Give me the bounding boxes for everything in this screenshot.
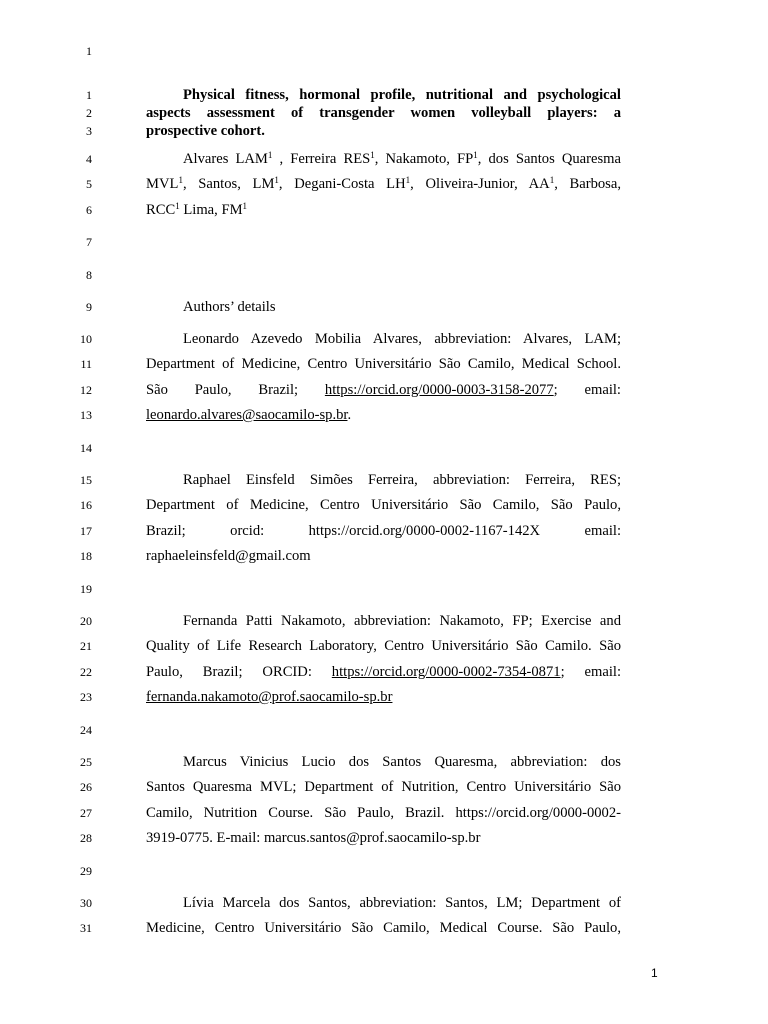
author-detail-line: Raphael Einsfeld Simões Ferreira, abbreviation: Ferreira, RES; (183, 472, 621, 488)
author-line (146, 150, 621, 168)
text-segment: . (347, 407, 352, 423)
line-number: 8 (86, 268, 92, 282)
line-number: 9 (86, 300, 92, 314)
line-number: 22 (80, 665, 92, 679)
line-number: 14 (80, 441, 92, 455)
affiliation-mark: 1 (549, 175, 555, 185)
line-number: 11 (80, 357, 92, 371)
author-name: , Ferreira RES (272, 151, 371, 167)
author-name: MVL (146, 176, 179, 192)
author-name: , dos Santos Quaresma (477, 151, 621, 167)
author-detail-line: Medicine, Centro Universitário São Camilo, Medical Course. São Paulo, (146, 920, 621, 936)
line-number: 16 (80, 498, 92, 512)
line-number: 31 (80, 921, 92, 935)
line-number: 3 (86, 124, 92, 138)
title-line: aspects assessment of transgender women volleyball players: a (146, 105, 621, 121)
line-number: 15 (80, 473, 92, 487)
author-detail-line: Camilo, Nutrition Course. São Paulo, Brazil. https://orcid.org/0000-0002- (146, 805, 621, 821)
author-line (146, 201, 621, 219)
affiliation-mark: 1 (178, 175, 183, 185)
orcid-link[interactable]: https://orcid.org/0000-0002-7354-0871 (331, 664, 561, 680)
line-number: 6 (86, 203, 92, 217)
line-number: 25 (80, 755, 92, 769)
line-number: 7 (86, 235, 92, 249)
text-segment: Paulo, Brazil; ORCID: (146, 664, 332, 680)
author-name: , Barbosa, (554, 176, 621, 192)
author-detail-line (146, 688, 621, 706)
affiliation-mark: 1 (175, 201, 180, 211)
line-number: 21 (80, 639, 92, 653)
affiliation-mark: 1 (267, 150, 273, 160)
top-line-number: 1 (86, 44, 92, 58)
affiliation-mark: 1 (473, 150, 478, 160)
author-detail-line (146, 663, 621, 681)
line-number: 18 (80, 549, 92, 563)
line-number: 10 (80, 332, 92, 346)
author-detail-line: Department of Medicine, Centro Universitário São Camilo, Medical School. (146, 356, 621, 372)
title-line: Physical fitness, hormonal profile, nutritional and psychological (183, 87, 621, 103)
line-number: 28 (80, 831, 92, 845)
line-number: 30 (80, 896, 92, 910)
line-number: 19 (80, 582, 92, 596)
affiliation-mark: 1 (242, 201, 248, 211)
line-number: 1 (86, 88, 92, 102)
line-number: 12 (80, 383, 92, 397)
email-link[interactable]: fernanda.nakamoto@prof.saocamilo-sp.br (146, 689, 393, 705)
author-detail-line: Lívia Marcela dos Santos, abbreviation: Santos, LM; Department of (183, 895, 621, 911)
author-name: , Nakamoto, FP (374, 151, 474, 167)
author-name: Alvares LAM (183, 151, 268, 167)
line-number: 4 (86, 152, 92, 166)
author-detail-line (146, 381, 621, 399)
author-detail-line: 3919-0775. E-mail: marcus.santos@prof.saocamilo-sp.br (146, 830, 481, 846)
text-segment: ; email: (553, 382, 621, 398)
affiliation-mark: 1 (370, 150, 375, 160)
line-number: 29 (80, 864, 92, 878)
line-number: 2 (86, 106, 92, 120)
author-detail-line: Fernanda Patti Nakamoto, abbreviation: Nakamoto, FP; Exercise and (183, 613, 621, 629)
title-line: prospective cohort. (146, 123, 265, 139)
author-detail-line: Leonardo Azevedo Mobilia Alvares, abbreviation: Alvares, LAM; (183, 331, 621, 347)
author-name: , Santos, LM (182, 176, 275, 192)
author-line (146, 175, 621, 193)
author-name: , Oliveira-Junior, AA (410, 176, 550, 192)
section-heading: Authors’ details (183, 299, 276, 315)
affiliation-mark: 1 (405, 175, 411, 185)
line-number: 23 (80, 690, 92, 704)
text-segment: ; email: (560, 664, 621, 680)
line-number: 13 (80, 408, 92, 422)
author-detail-line (146, 406, 621, 424)
line-number: 27 (80, 806, 92, 820)
line-number: 26 (80, 780, 92, 794)
author-name: , Degani-Costa LH (278, 176, 406, 192)
page-number: 1 (651, 966, 658, 980)
author-name: RCC (146, 202, 176, 218)
author-detail-line: raphaeleinsfeld@gmail.com (146, 548, 311, 564)
orcid-link[interactable]: https://orcid.org/0000-0003-3158-2077 (324, 382, 554, 398)
author-detail-line: Department of Medicine, Centro Universitário São Camilo, São Paulo, (146, 497, 621, 513)
author-detail-line: Brazil; orcid: https://orcid.org/0000-0002-1167-142X email: (146, 523, 621, 539)
affiliation-mark: 1 (274, 175, 279, 185)
author-name: Lima, FM (179, 202, 243, 218)
line-number: 5 (86, 177, 92, 191)
text-segment: São Paulo, Brazil; (146, 382, 299, 398)
line-number: 17 (80, 524, 92, 538)
author-detail-line: Quality of Life Research Laboratory, Centro Universitário São Camilo. São (146, 638, 621, 654)
author-detail-line: Marcus Vinicius Lucio dos Santos Quaresma, abbreviation: dos (183, 754, 621, 770)
line-number: 20 (80, 614, 92, 628)
line-number: 24 (80, 723, 92, 737)
author-detail-line: Santos Quaresma MVL; Department of Nutrition, Centro Universitário São (146, 779, 621, 795)
email-link[interactable]: leonardo.alvares@saocamilo-sp.br (146, 407, 348, 423)
